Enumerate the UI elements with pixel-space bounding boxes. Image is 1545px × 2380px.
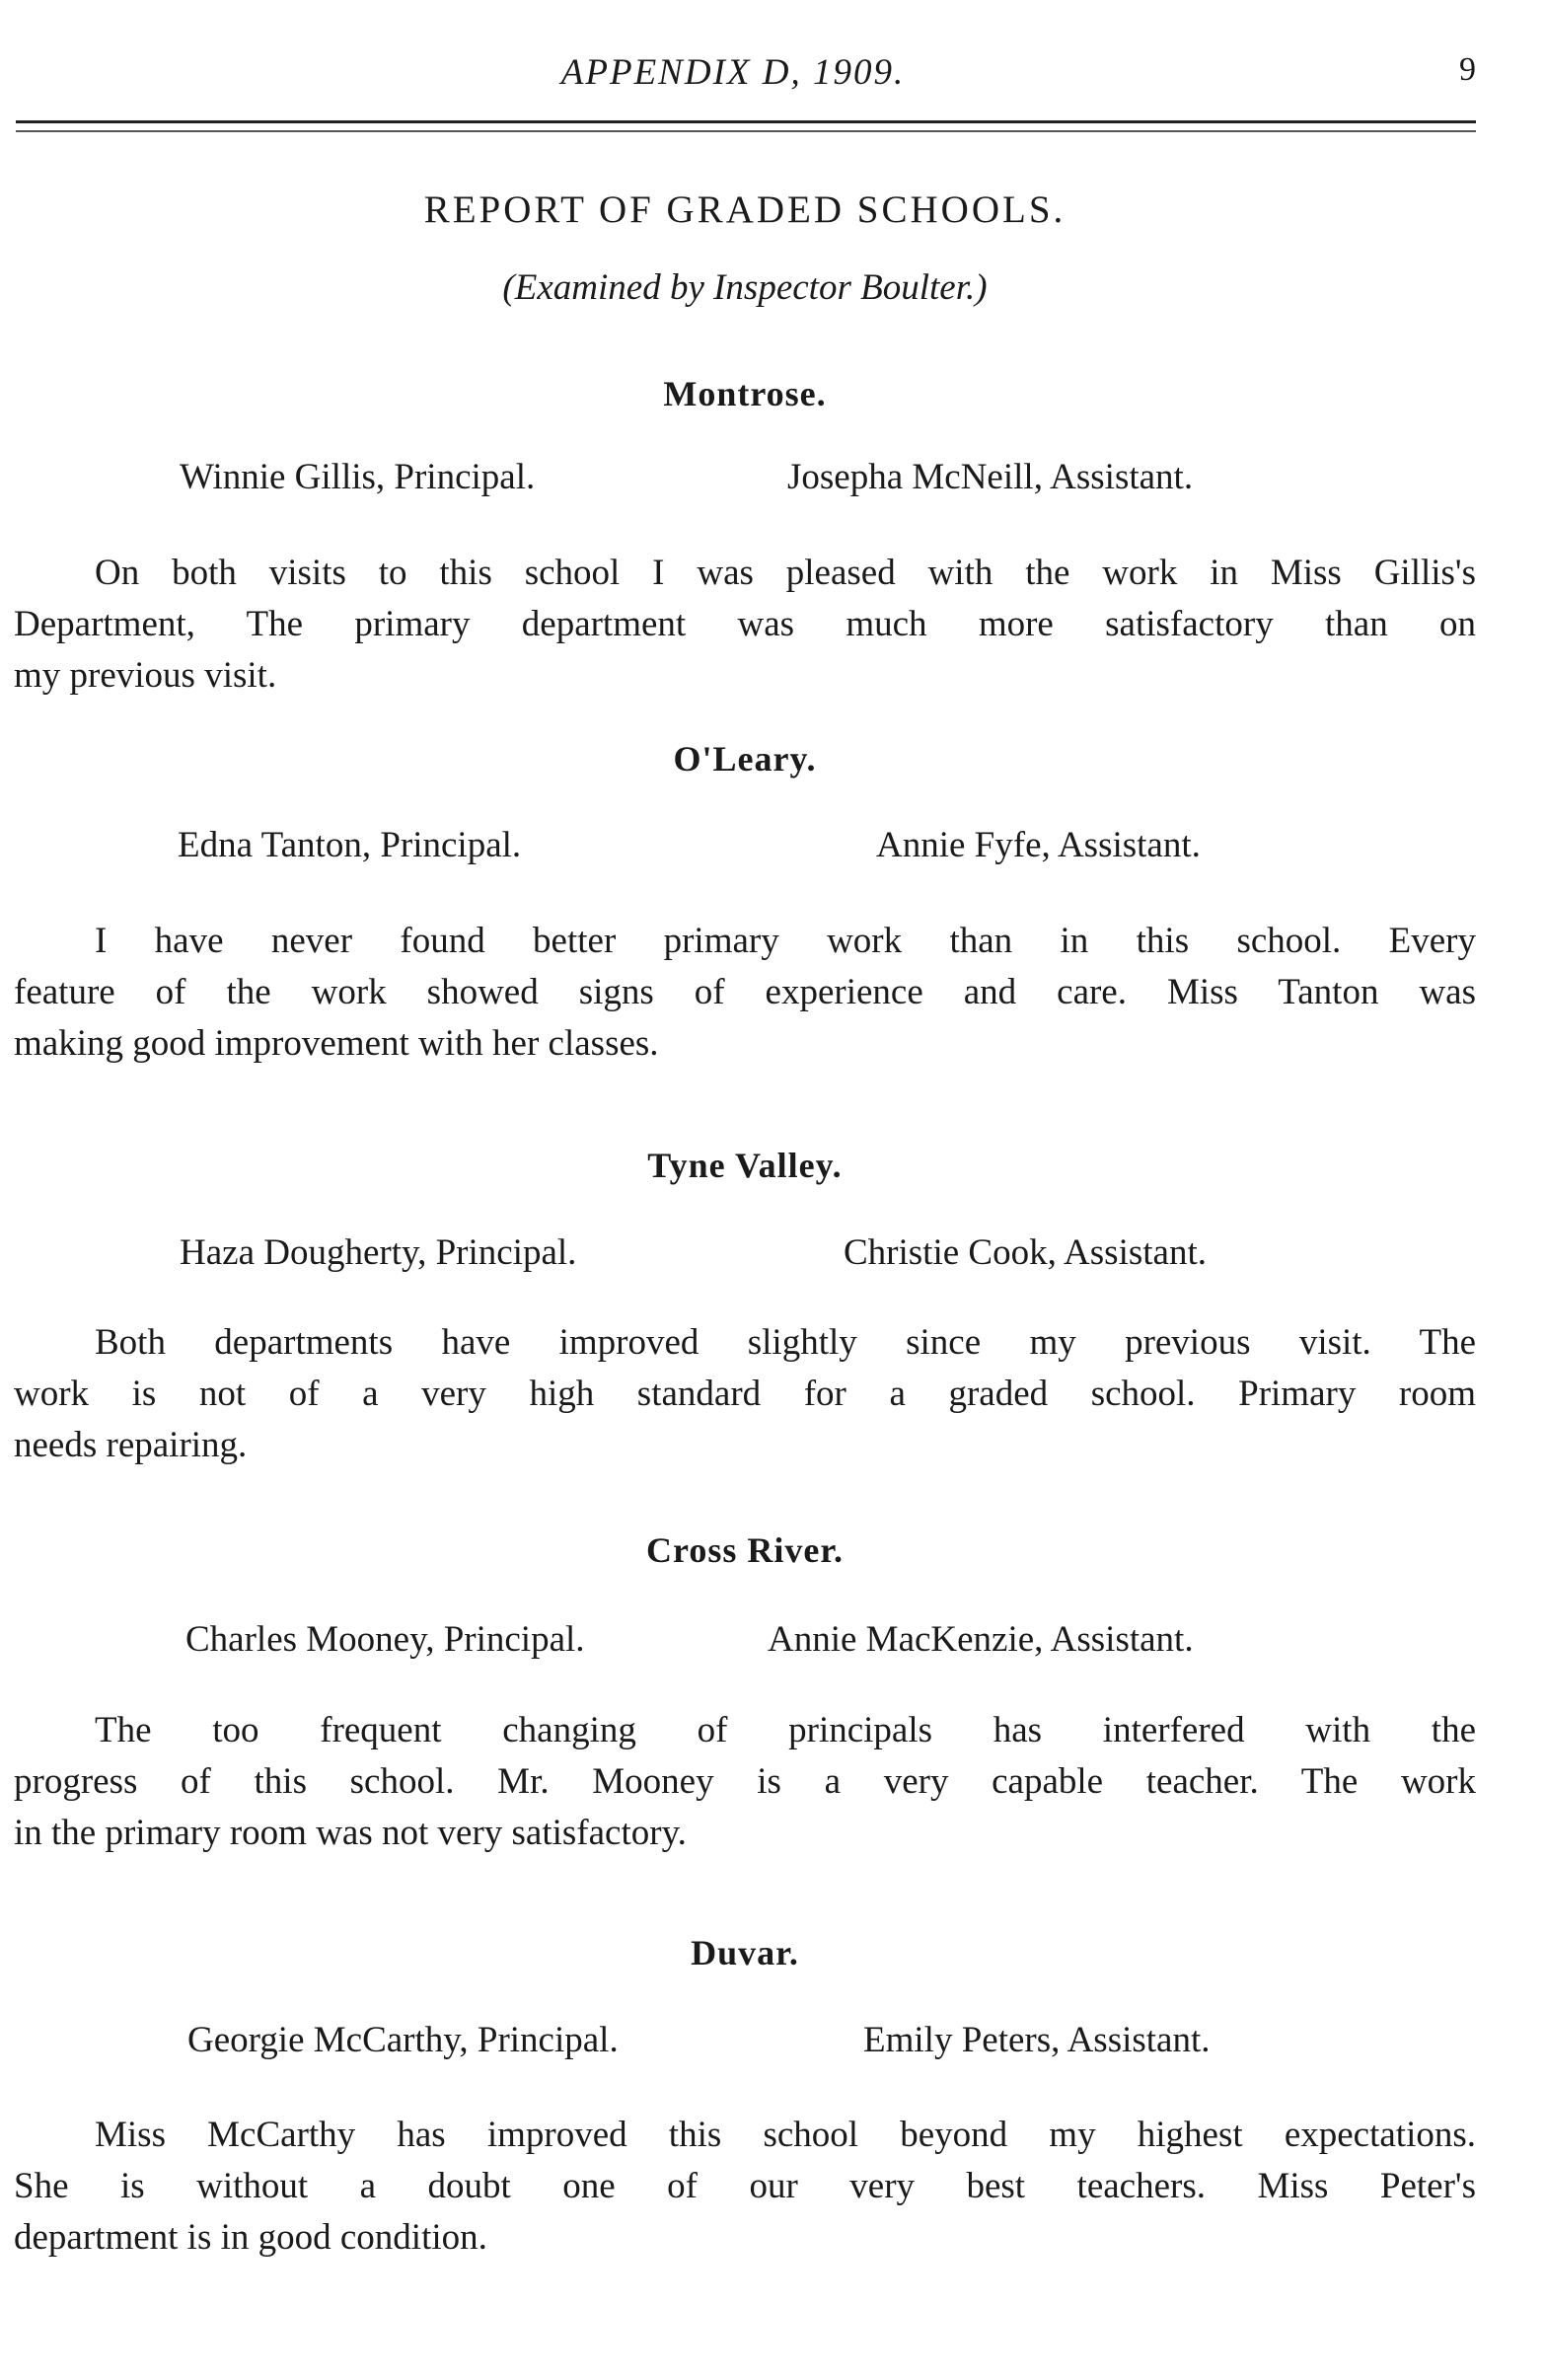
paragraph-line: progress of this school. Mr. Mooney is a very capable teacher. The work xyxy=(14,1761,1476,1802)
assistant-name: Christie Cook, Assistant. xyxy=(844,1232,1207,1273)
paragraph-line: On both visits to this school I was pleased with the work in Miss Gillis's xyxy=(95,553,1476,593)
running-title: APPENDIX D, 1909. xyxy=(560,52,906,93)
assistant-name: Josepha McNeill, Assistant. xyxy=(787,457,1194,497)
header-rule-bottom xyxy=(16,130,1476,132)
paragraph-line: Department, The primary department was much more satisfactory than on xyxy=(14,604,1476,644)
report-subtitle: (Examined by Inspector Boulter.) xyxy=(502,267,988,308)
school-report-paragraph xyxy=(14,916,1476,1070)
school-heading-duvar: Duvar. xyxy=(691,1933,799,1972)
paragraph-line: in the primary room was not very satisfactory. xyxy=(14,1813,687,1853)
principal-name: Haza Dougherty, Principal. xyxy=(180,1232,577,1273)
school-report-paragraph xyxy=(14,2110,1476,2264)
school-heading-montrose: Montrose. xyxy=(663,374,827,413)
school-report-paragraph xyxy=(14,1317,1476,1471)
paragraph-line: department is in good condition. xyxy=(14,2217,487,2258)
school-heading-cross-river: Cross River. xyxy=(646,1530,844,1570)
assistant-name: Annie MacKenzie, Assistant. xyxy=(768,1619,1194,1660)
school-report-paragraph xyxy=(14,1705,1476,1859)
principal-name: Winnie Gillis, Principal. xyxy=(180,457,536,497)
principal-name: Edna Tanton, Principal. xyxy=(178,825,522,865)
school-heading-oleary: O'Leary. xyxy=(673,739,817,779)
principal-name: Georgie McCarthy, Principal. xyxy=(187,2020,619,2060)
page-number: 9 xyxy=(1459,51,1476,88)
assistant-name: Annie Fyfe, Assistant. xyxy=(876,825,1201,865)
paragraph-line: I have never found better primary work than in this school. Every xyxy=(95,921,1476,961)
running-header xyxy=(0,51,1545,101)
paragraph-line: Both departments have improved slightly since my previous visit. The xyxy=(95,1322,1476,1363)
paragraph-line: work is not of a very high standard for a graded school. Primary room xyxy=(14,1374,1476,1414)
paragraph-line: needs repairing. xyxy=(14,1425,248,1465)
paragraph-line: She is without a doubt one of our very best teachers. Miss Peter's xyxy=(14,2166,1476,2206)
school-heading-tyne-valley: Tyne Valley. xyxy=(647,1146,843,1185)
paragraph-line: feature of the work showed signs of experience and care. Miss Tanton was xyxy=(14,972,1476,1012)
assistant-name: Emily Peters, Assistant. xyxy=(863,2020,1211,2060)
paragraph-line: The too frequent changing of principals has interfered with the xyxy=(95,1710,1476,1750)
paragraph-line: Miss McCarthy has improved this school beyond my highest expectations. xyxy=(95,2115,1476,2155)
principal-name: Charles Mooney, Principal. xyxy=(185,1619,585,1660)
paragraph-line: my previous visit. xyxy=(14,655,277,696)
header-rule-top xyxy=(16,120,1476,123)
school-report-paragraph xyxy=(14,548,1476,702)
report-title: REPORT OF GRADED SCHOOLS. xyxy=(423,188,1067,231)
paragraph-line: making good improvement with her classes. xyxy=(14,1023,659,1064)
